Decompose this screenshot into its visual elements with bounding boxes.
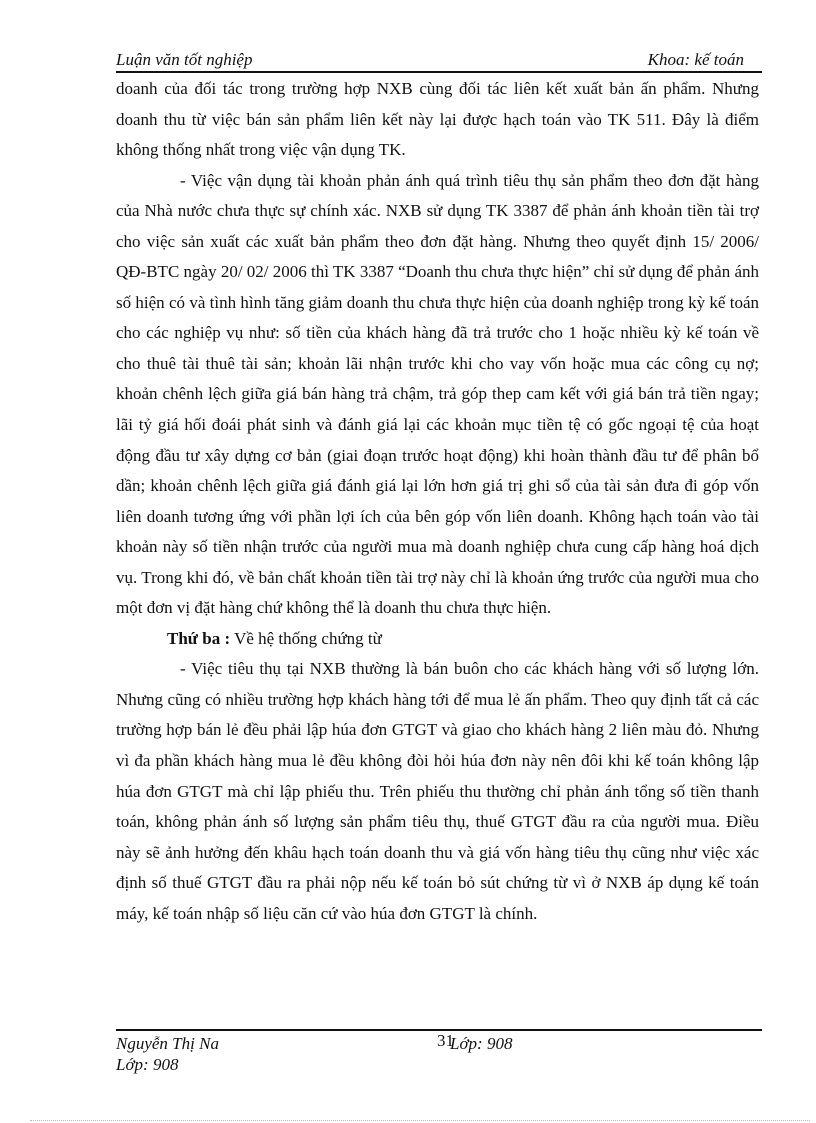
paragraph-documents: - Việc tiêu thụ tại NXB thường là bán buôn cho các khách hàng với số lượng lớn. Nhưng cũng có nhiều trường hợp khách hàng tới để mua lẻ ấn phẩm. Theo quy định tất cả các trường hợp bán lẻ đều phải lập húa đơn GTGT và giao cho khách hàng 2 liên màu đỏ. Nhưng vì đa phần khách hàng mua lẻ đều không đòi hỏi húa đơn này nên đôi khi kế toán không lập húa đơn GTGT mà chỉ lập phiếu thu. Trên phiếu thu thường chỉ phản ánh tổng số tiền thanh toán, không phản ánh số lượng sản phẩm tiêu thụ, thuế GTGT đầu ra của người mua. Điều này sẽ ảnh hưởng đến khâu hạch toán doanh thu và giá vốn hàng tiêu thụ cũng như việc xác định số thuế GTGT đầu ra phải nộp nếu kế toán bỏ sút chứng từ vì ở NXB áp dụng kế toán máy, kế toán nhập số liệu căn cứ vào húa đơn GTGT là chính. xyxy=(116,659,759,923)
section-heading-text: Về hệ thống chứng từ xyxy=(230,628,382,648)
section-heading xyxy=(116,624,759,655)
paragraph-continuation: doanh của đối tác trong trường hợp NXB cùng đối tác liên kết xuất bản ấn phẩm. Nhưng doanh thu từ việc bán sản phẩm liên kết này lại được hạch toán vào TK 511. Đây là điểm không thống nhất trong việc vận dụng TK. xyxy=(116,79,759,160)
header-divider xyxy=(116,71,762,73)
document-body xyxy=(116,74,759,929)
header-thesis-label: Luận văn tốt nghiệp xyxy=(116,50,253,69)
section-heading-bold: Thứ ba : xyxy=(167,628,231,648)
page-header xyxy=(116,50,762,72)
page-number: 31 xyxy=(437,1031,454,1050)
footer-author-name: Nguyễn Thị Na xyxy=(116,1034,219,1053)
footer-class-center: Lớp: 908 xyxy=(450,1034,513,1053)
footer-class-left: Lớp: 908 xyxy=(116,1055,179,1074)
header-faculty-label: Khoa: kế toán xyxy=(647,50,744,69)
paragraph-account-usage: - Việc vận dụng tài khoản phản ánh quá trình tiêu thụ sản phẩm theo đơn đặt hàng của Nhà nước chưa thực sự chính xác. NXB sử dụng TK 3387 để phản ánh khoản tiền tài trợ cho việc sản xuất các xuất bản phẩm theo đơn đặt hàng. Nhưng theo quyết định 15/ 2006/ QĐ-BTC ngày 20/ 02/ 2006 thì TK 3387 “Doanh thu chưa thực hiện” chỉ sử dụng để phản ánh số hiện có và tình hình tăng giảm doanh thu chưa thực hiện của doanh nghiệp trong kỳ kế toán cho các nghiệp vụ như: số tiền của khách hàng đã trả trước cho 1 hoặc nhiều kỳ kế toán về cho thuê tài thuê tài sản; khoản lãi nhận trước khi cho vay vốn hoặc mua các công cụ nợ; khoản chênh lệch giữa giá bán hàng trả chậm, trả góp thep cam kết với giá bán trả tiền ngay; lãi tỷ giá hối đoái phát sinh và đánh giá lại các khoản mục tiền tệ có gốc ngoại tệ của hoạt động đầu tư xây dựng cơ bản (giai đoạn trước hoạt động) khi hoàn thành đầu tư để phân bổ dần; khoản chênh lệch giữa giá đánh giá lại lớn hơn giá trị ghi sổ của tài sản đưa đi góp vốn liên doanh tương ứng với phần lợi ích của bên góp vốn liên doanh. Không hạch toán vào tài khoản này số tiền nhận trước của người mua mà doanh nghiệp chưa cung cấp hàng hoá dịch vụ. Trong khi đó, về bản chất khoản tiền tài trợ này chỉ là khoản ứng trước của người mua cho một đơn vị đặt hàng chứ không thể là doanh thu chưa thực hiện. xyxy=(116,170,759,618)
page-bottom-edge xyxy=(30,1120,810,1121)
